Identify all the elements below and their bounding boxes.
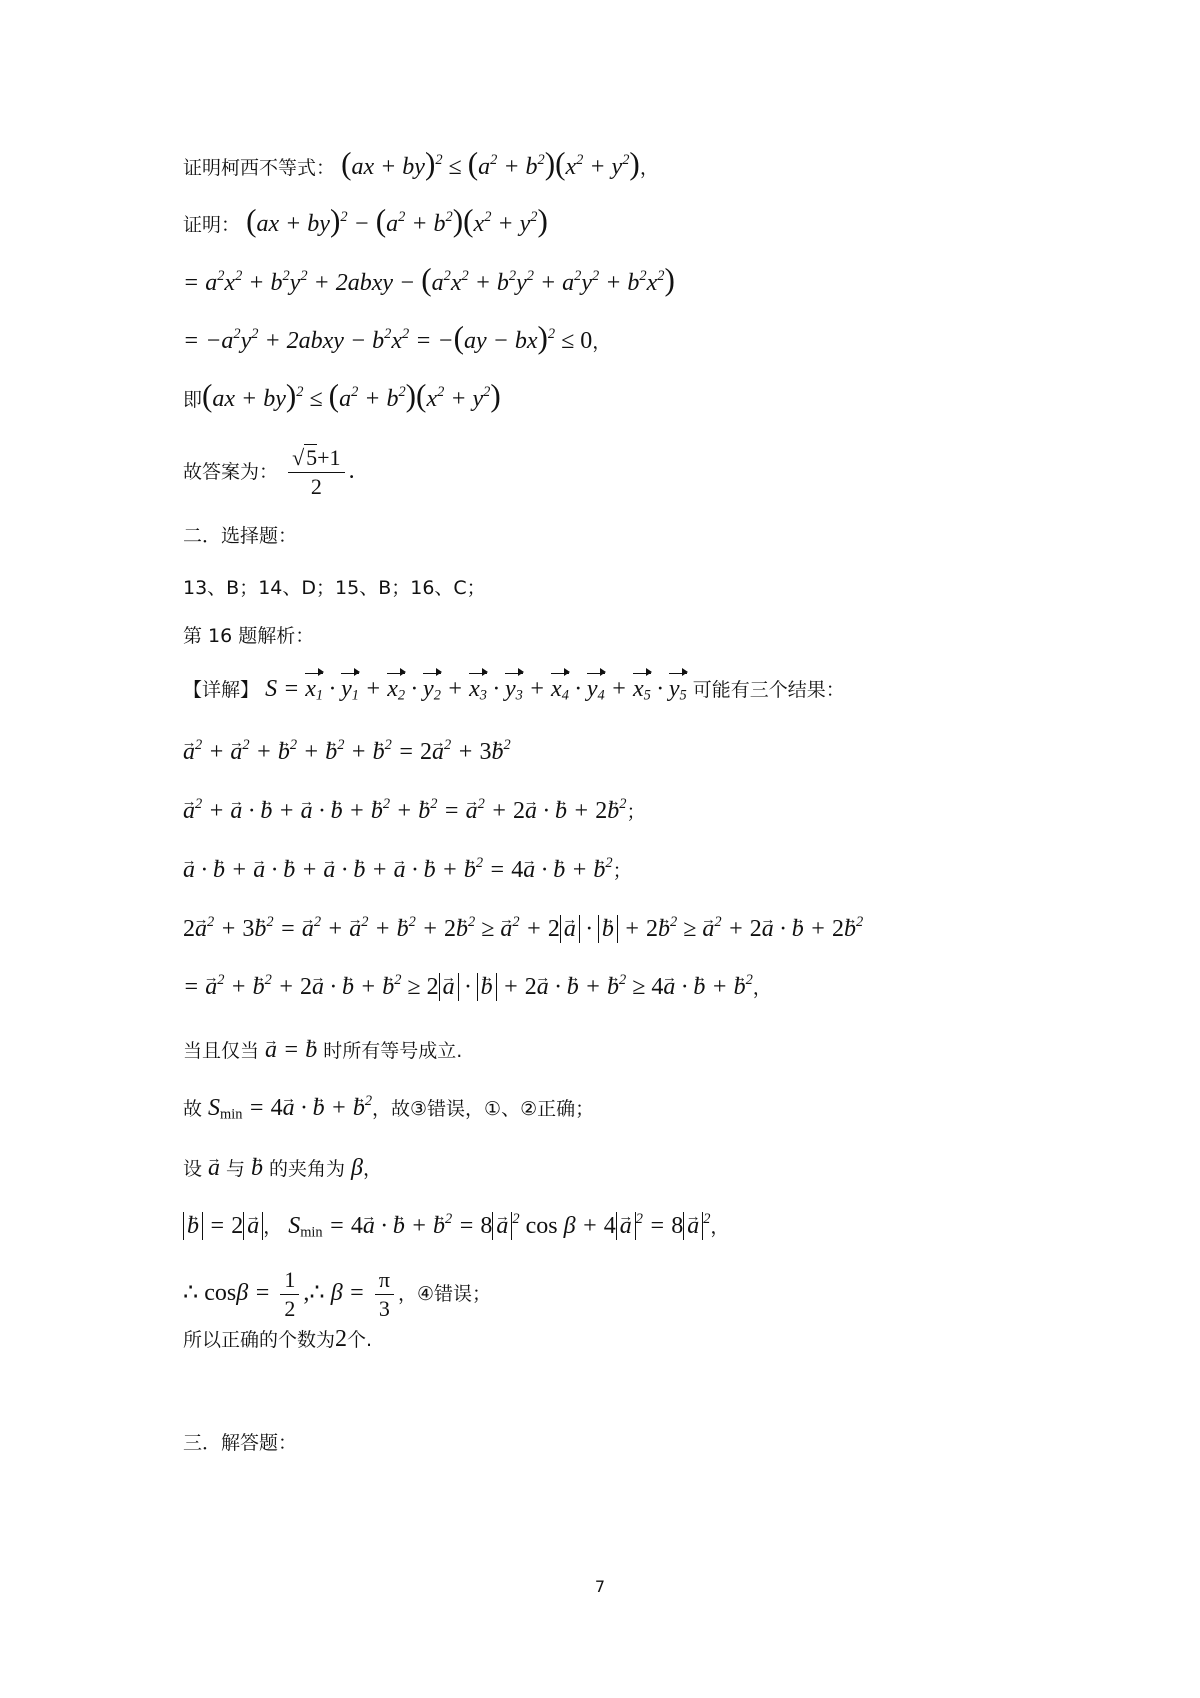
q16-heading: 第 16 题解析：	[183, 625, 315, 647]
final-line	[183, 1323, 1080, 1356]
formula: $S_{min} = 4\to a$ · → b + → $b^2 = 8\to a$ $^2$ cos β + 4→ a $^2$ = 8→ a $^2$	[282, 1213, 710, 1239]
statement-label: 证明柯西不等式：	[183, 157, 336, 179]
proof-start	[183, 205, 1080, 241]
formula: = $a^2x^2 + b^2y^2$ + 2abxy − $(a^2x^2 + b^2y^2 + a^2y^2 + b^2x^2)$	[183, 262, 675, 297]
formula: = → $a^2$ + → $b^2 + 2\to a$ · → b + → $b^2 \ge 2\to a$ · → b + 2→ a · → b + → $b^2 \ge 4\to a$ · → b + → $b^2$	[183, 974, 753, 1000]
answer-line: 故答案为： $\frac{√5+1}{2}$ .	[183, 445, 355, 499]
choice-answers: 13、B；14、D；15、B；16、C；	[183, 577, 486, 599]
formula: = $-a^2y^2$ + 2abxy − $b^2x^2 = -(ay - bx)^2 \le 0$	[183, 320, 593, 355]
formula: $(ax + by)^2 \le (a^2 + b^2)(x^2 + y^2)$	[341, 146, 640, 181]
section-title-choice: 二．选择题：	[183, 525, 298, 547]
detail-line	[183, 673, 1080, 706]
final-prefix: 所以正确的个数为	[183, 1329, 336, 1351]
formula: $(ax + by)^2 - (a^2 + b^2)(x^2 + y^2)$	[246, 203, 548, 238]
denominator: 2	[310, 474, 322, 499]
equality-condition	[183, 1034, 1080, 1067]
conclusion-suffix: ，故③错误，①、②正确；	[372, 1098, 595, 1120]
angle-mid: 与	[226, 1158, 246, 1180]
answer-fraction: $\frac{√5+1}{2}$	[288, 444, 345, 501]
formula: → $a^2$ + → $a^2$ + → $b^2$ + → $b^2$ + → $b^2 = 2\to a^2 + 3\to b^2$	[183, 739, 511, 765]
proof-conclusion	[183, 380, 1080, 416]
formula: $S_{min} = 4\to a$ · → b + → $b^2$	[202, 1095, 372, 1121]
final-unit: 个.	[347, 1329, 373, 1351]
result-1	[183, 736, 1080, 769]
page-number: 7	[594, 1577, 606, 1596]
formula: $2\to a^2 + 3\to b^2$ = → $a^2$ + → $a^2$ + → $b^2 + 2\to b^2$ ≥ → $a^2 + 2\to a$ · → $b + 2\to b^2$ ≥ → $a^2 + 2\to a$ · → $b + 2\to b^2$	[183, 916, 863, 942]
proof-simplify: = $-a^2y^2$ + 2abxy − $b^2x^2 = -(ay - bx)^2 \le 0$，	[183, 320, 612, 355]
section-title-answer: 三．解答题：	[183, 1432, 298, 1454]
angle-line: 设 → a 与 → b 的夹角为 β，	[183, 1152, 1080, 1185]
conclusion-prefix: 故	[183, 1098, 203, 1120]
wrong-4: ，④错误；	[397, 1283, 492, 1306]
formula: → b = 2→ a	[183, 1213, 263, 1239]
equality-prefix: 当且仅当	[183, 1040, 260, 1062]
inequality-1	[183, 913, 1080, 946]
therefore-label: 即	[183, 389, 203, 411]
detail-suffix: 可能有三个结果：	[692, 679, 845, 701]
final-count: 2	[335, 1326, 348, 1352]
proof-expand	[183, 264, 1080, 300]
angle-prefix: 设	[183, 1158, 203, 1180]
formula: → $a^2$ + → a · → b + → a · → b + → $b^2$ + → $b^2$ = → $a^2 + 2\to a$ · → $b + 2\to b^2$	[183, 798, 626, 824]
answer-label: 故答案为：	[183, 461, 279, 483]
equality-suffix: 时所有等号成立.	[323, 1040, 463, 1062]
magnitude-line: → b = 2→ a ， $S_{min} = 4\to a$ · → b + → $b^2 = 8\to a$ $^2$ cos β + 4→ a $^2$ = 8→ a $^2$，	[183, 1210, 1080, 1243]
sqrt-radicand: 5	[306, 445, 318, 470]
angle-suffix: 的夹角为	[269, 1158, 346, 1180]
formula: $(ax + by)^2 \le (a^2 + b^2)(x^2 + y^2)$	[202, 378, 501, 413]
s-min-line	[183, 1092, 1080, 1125]
formula: → a · → b + → a · → b + → a · → b + → a · → b + → $b^2 = 4\to a$ · → b + → $b^2$	[183, 857, 613, 883]
cauchy-statement: 证明柯西不等式： $(ax + by)^2 \le (a^2 + b^2)(x^2 + y^2)$，	[183, 146, 659, 181]
detail-label: 【详解】	[183, 679, 260, 701]
formula: ∴ cosβ = $\frac{1}{2}$ ,∴ β = $\frac{\pi}{3}$	[183, 1280, 398, 1306]
formula: $S = x_1 \cdot y_1 + x_2 \cdot y_2 + x_3 \cdot y_3 + x_4 \cdot y_4 + x_5 \cdot y_5$	[265, 676, 687, 702]
proof-label: 证明：	[183, 214, 241, 236]
numerator-rest: +1	[317, 445, 341, 470]
cos-line	[183, 1266, 1080, 1323]
inequality-2: = → $a^2$ + → $b^2 + 2\to a$ · → b + → $b^2 \ge 2\to a$ · → b + 2→ a · → b + → $b^2 \ge 4\to a$ · → b + → $b^2$，	[183, 971, 1080, 1004]
formula: → a = → b	[259, 1037, 323, 1063]
result-3: → a · → b + → a · → b + → a · → b + → a · → b + → $b^2 = 4\to a$ · → b + → $b^2$；	[183, 854, 1080, 887]
result-2: → $a^2$ + → a · → b + → a · → b + → $b^2$ + → $b^2$ = → $a^2 + 2\to a$ · → $b + 2\to b^2$；	[183, 795, 1080, 828]
